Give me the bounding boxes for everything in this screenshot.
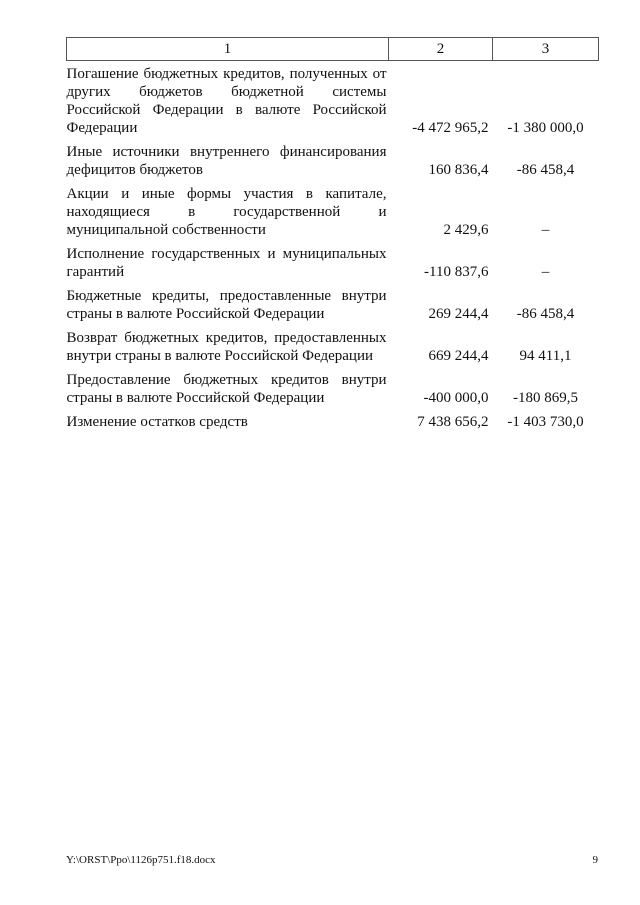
row-value-col3: – [541,264,550,280]
row-label: Бюджетные кредиты, предоставленные внутри страны в валюте Российской Федерации [66,288,387,322]
row-value-col2: -4 472 965,2 [412,120,489,136]
row-value-col2: -110 837,6 [424,264,489,280]
table-row [67,239,599,281]
table-row [67,61,599,138]
row-value-col2: 269 244,4 [428,306,489,322]
table-header-row [67,38,599,61]
page-footer [66,854,598,866]
row-value-col3: – [541,222,550,238]
column-header-3: 3 [493,38,599,61]
table-row [67,137,599,179]
row-value-col2: 7 438 656,2 [417,414,489,430]
table-row [67,179,599,239]
table-row [67,407,599,431]
row-label: Иные источники внутреннего финансирования дефицитов бюджетов [66,144,387,178]
row-value-col2: 669 244,4 [428,348,489,364]
column-header-2: 2 [389,38,493,61]
row-value-col3: -86 458,4 [516,306,575,322]
table-row [67,323,599,365]
row-value-col3: 94 411,1 [519,348,572,364]
row-value-col3: -86 458,4 [516,162,575,178]
row-value-col3: -1 403 730,0 [507,414,584,430]
row-value-col2: 2 429,6 [443,222,489,238]
table-row [67,365,599,407]
row-label: Возврат бюджетных кредитов, предоставленных внутри страны в валюте Российской Федерации [66,330,387,364]
row-label: Изменение остатков средств [66,414,248,430]
file-path: Y:\ORST\Ppo\1126p751.f18.docx [66,854,216,866]
row-label: Погашение бюджетных кредитов, полученных от других бюджетов бюджетной системы Российской Федерации в валюте Российской Федерации [66,66,387,136]
budget-sources-table [66,37,599,431]
row-value-col2: 160 836,4 [428,162,489,178]
row-value-col2: -400 000,0 [423,390,489,406]
table-row [67,281,599,323]
row-label: Предоставление бюджетных кредитов внутри страны в валюте Российской Федерации [66,372,387,406]
column-header-1: 1 [67,38,389,61]
row-value-col3: -1 380 000,0 [507,120,584,136]
page-number: 9 [592,854,598,866]
row-label: Исполнение государственных и муниципальных гарантий [66,246,387,280]
row-label: Акции и иные формы участия в капитале, находящиеся в государственной и муниципальной собственности [66,186,387,238]
row-value-col3: -180 869,5 [513,390,578,406]
